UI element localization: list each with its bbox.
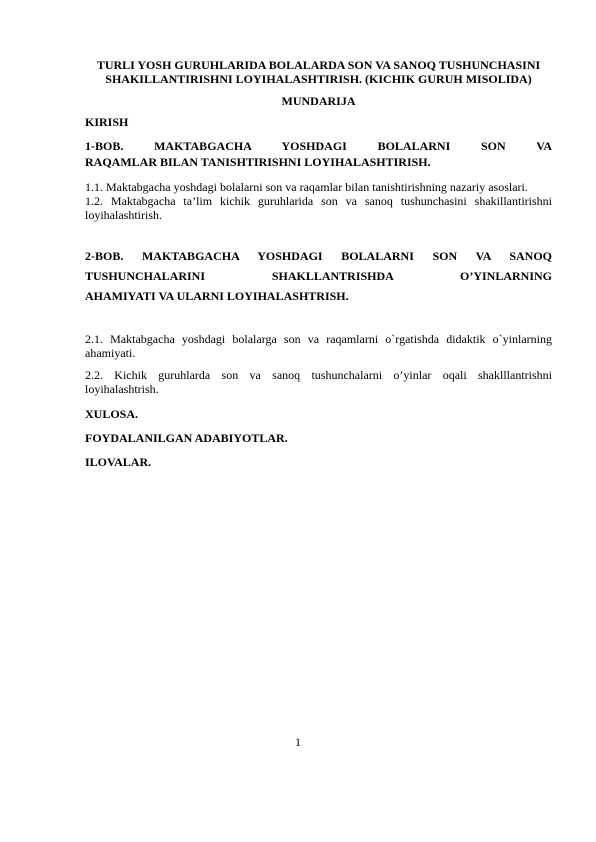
document-page [85, 58, 552, 470]
chapter-1-title-line-1: 1-BOB. MAKTABGACHA YOSHDAGI BOLALARNI SON VA [85, 139, 552, 153]
chapter-1-title-line-2: RAQAMLAR BILAN TANISHTIRISHNI LOYIHALASHTIRISH. [85, 155, 431, 169]
toc-section-2-2: 2.2. Kichik guruhlarda son va sanoq tushunchalarni o’yinlar oqali shaklllantrishni loyihalashtrish. [85, 368, 552, 396]
toc-section-2-1: 2.1. Maktabgacha yoshdagi bolalarga son va raqamlarni o`rgatishda didaktik o`yinlarning ahamiyati. [85, 332, 552, 360]
document-title: TURLI YOSH GURUHLARIDA BOLALARDA SON VA SANOQ TUSHUNCHASINI SHAKILLANTIRISHNI LOYIHALASHTIRISH. (KICHIK GURUH MISOLIDA) [96, 58, 541, 86]
chapter-2-title-line-1: 2-BOB. MAKTABGACHA YOSHDAGI BOLALARNI SON VA SANOQ [85, 249, 552, 263]
toc-chapter-2 [85, 246, 552, 306]
toc-references: FOYDALANILGAN ADABIYOTLAR. [85, 431, 288, 445]
contents-heading: MUNDARIJA [281, 94, 356, 108]
toc-section-1-1: 1.1. Maktabgacha yoshdagi bolalarni son va raqamlar bilan tanishtirishning nazariy asoslari. [85, 180, 528, 194]
toc-appendices: ILOVALAR. [85, 455, 152, 469]
toc-conclusion: XULOSA. [85, 407, 139, 421]
toc-section-1-2: 1.2. Maktabgacha ta’lim kichik guruhlarida son va sanoq tushunchasini shakillantirishni loyihalashtirish. [85, 194, 552, 222]
chapter-2-title-line-3: AHAMIYATI VA ULARNI LOYIHALASHTRISH. [85, 289, 349, 303]
chapter-2-title-line-2: TUSHUNCHALARINI SHAKLLANTRISHDA O’YINLARNING [85, 269, 552, 283]
toc-intro: KIRISH [85, 115, 129, 129]
toc-chapter-1 [85, 138, 552, 170]
page-number: 1 [295, 735, 301, 749]
